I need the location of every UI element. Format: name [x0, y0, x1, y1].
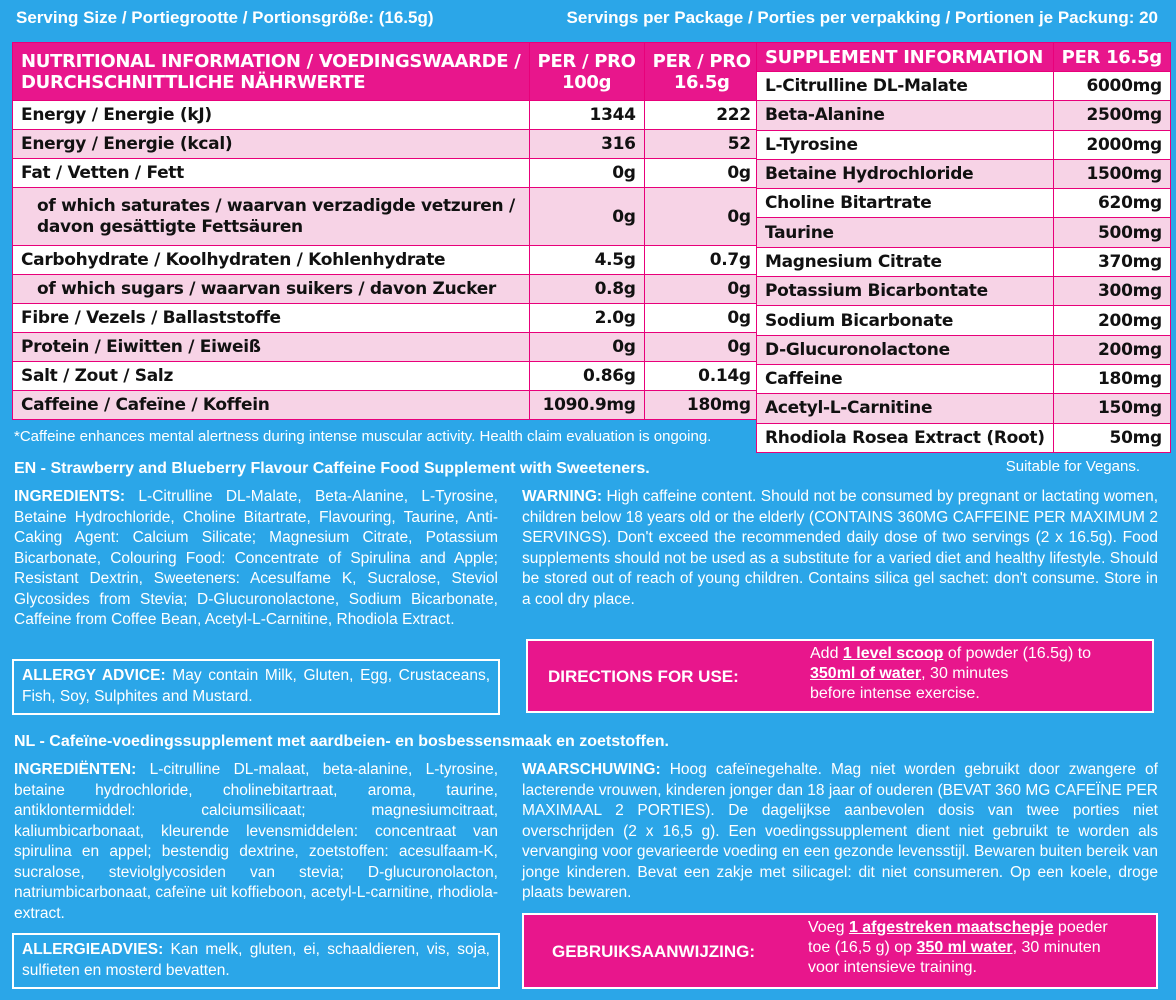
value-per-100g: 0g [529, 159, 644, 188]
supplement-name: Potassium Bicarbontate [757, 277, 1054, 306]
caffeine-footnote: *Caffeine enhances mental alertness during intense muscular activity. Health claim evaluation is ongoing. [14, 428, 712, 445]
nutrient-label [13, 304, 530, 333]
supplement-name: L-Citrulline DL-Malate [757, 72, 1054, 101]
en-dir-1: Add [810, 645, 843, 662]
en-ingredients [14, 487, 498, 631]
servings-per-package: Servings per Package / Porties per verpakking / Portionen je Packung: 20 [566, 8, 1158, 27]
nutrition-header-line1: NUTRITIONAL INFORMATION / VOEDINGSWAARDE / [21, 50, 521, 72]
nutrition-header-label [13, 43, 530, 101]
nutrition-row [13, 130, 760, 159]
en-warning-label: WARNING: [522, 488, 603, 505]
value-per-serving: 0g [644, 275, 759, 304]
supplement-value: 180mg [1053, 364, 1170, 393]
nl-directions-label: GEBRUIKSAANWIJZING: [552, 942, 756, 961]
value-per-100g: 0.8g [529, 275, 644, 304]
nutrition-header-perserving [644, 43, 759, 101]
nutrition-row [13, 159, 760, 188]
supplement-table [756, 42, 1171, 453]
en-warning-text: High caffeine content. Should not be consumed by pregnant or lactating women, children below 18 years old or the elderly (CONTAINS 360MG CAFFEINE PER MAXIMUM 2 SERVINGS). Don't exceed the recommended daily dose of two servings (2 x 16.5g). Food supplements should not be used as a substitute for a varied diet and healthy lifestyle. Should be stored out of reach of young children. Contains silica gel sachet: don't consume. Store in a cool dry place. [522, 488, 1158, 608]
nl-ingredients-label: INGREDIËNTEN: [14, 761, 137, 778]
nutrition-row [13, 101, 760, 130]
value-per-100g: 1344 [529, 101, 644, 130]
nutrient-label [13, 159, 530, 188]
nutrient-label-line: Energy / Energie (kJ) [21, 104, 212, 125]
supplement-row [757, 101, 1171, 130]
supplement-name: Sodium Bicarbonate [757, 306, 1054, 335]
supplement-value: 620mg [1053, 189, 1170, 218]
value-per-serving: 0g [644, 159, 759, 188]
supplement-row [757, 247, 1171, 276]
supplement-value: 370mg [1053, 247, 1170, 276]
per100-line1: PER / PRO [537, 50, 636, 72]
nutrient-label-line: Energy / Energie (kcal) [21, 133, 233, 154]
supplement-value: 500mg [1053, 218, 1170, 247]
nutrient-label-line: of which saturates / waarvan verzadigde vetzuren / [37, 195, 515, 216]
nutrient-label-line: Protein / Eiwitten / Eiweiß [21, 336, 261, 357]
nutrient-label-line: Caffeine / Cafeïne / Koffein [21, 394, 270, 415]
nutrient-label-line: Fibre / Vezels / Ballaststoffe [21, 307, 281, 328]
value-per-serving: 222 [644, 101, 759, 130]
en-dir-scoop: 1 level scoop [842, 645, 944, 662]
value-per-100g: 0.86g [529, 362, 644, 391]
supplement-value: 2000mg [1053, 130, 1170, 159]
en-ingredients-label: INGREDIENTS: [14, 488, 126, 505]
nutrient-label-line: Salt / Zout / Salz [21, 365, 174, 386]
supplement-value: 6000mg [1053, 72, 1170, 101]
nl-dir-scoop: 1 afgestreken maatschepje [848, 919, 1054, 936]
supplement-value: 200mg [1053, 335, 1170, 364]
en-directions-label: DIRECTIONS FOR USE: [548, 667, 739, 686]
nutrient-label-line: Fat / Vetten / Fett [21, 162, 184, 183]
en-dir-3: , 30 minutes [921, 665, 1009, 682]
nl-allergy-label: ALLERGIEADVIES: [22, 941, 164, 958]
en-title: EN - Strawberry and Blueberry Flavour Caffeine Food Supplement with Sweeteners. [14, 460, 650, 477]
nl-directions-text [808, 918, 1108, 978]
supplement-value: 1500mg [1053, 159, 1170, 188]
value-per-100g: 316 [529, 130, 644, 159]
en-directions-text [810, 644, 1091, 704]
nl-dir-3: , 30 minuten [1012, 939, 1101, 956]
nutrition-row [13, 304, 760, 333]
en-dir-2: of powder (16.5g) to [943, 645, 1092, 662]
value-per-serving: 0.14g [644, 362, 759, 391]
nl-warning [522, 760, 1158, 904]
supplement-value: 150mg [1053, 394, 1170, 423]
nutrient-label [13, 275, 530, 304]
supplement-row [757, 159, 1171, 188]
value-per-100g: 1090.9mg [529, 391, 644, 420]
nl-dir-3a: toe (16,5 g) op [808, 939, 917, 956]
supplement-row [757, 277, 1171, 306]
serving-size: Serving Size / Portiegrootte / Portionsgröße: (16.5g) [16, 8, 434, 27]
nutrient-label [13, 130, 530, 159]
supplement-value: 2500mg [1053, 101, 1170, 130]
supplement-name: Rhodiola Rosea Extract (Root) [757, 423, 1054, 452]
nl-allergy-text: Kan melk, gluten, ei, schaaldieren, vis, soja, sulfieten en mosterd bevatten. [22, 941, 490, 979]
nl-allergy-box [12, 933, 500, 989]
nutrient-label [13, 188, 530, 246]
en-warning [522, 487, 1158, 610]
nl-directions-box [522, 913, 1158, 989]
supplement-name: Acetyl-L-Carnitine [757, 394, 1054, 423]
nutrient-label [13, 333, 530, 362]
supplement-row [757, 423, 1171, 452]
nutrition-table [12, 42, 760, 420]
nl-warning-text: Hoog cafeïnegehalte. Mag niet worden gebruikt door zwangere of lacterende vrouwen, kinderen jonger dan 18 jaar of ouderen (BEVAT 360 MG CAFEÏNE PER MAXIMAAL 2 PORTIES). De dagelijkse aanbevolen dosis van twee porties niet overschrijden (2 x 16,5 g). Een voedingssupplement dient niet gebruikt te worden als vervanging voor gevarieerde voeding en een gezonde levensstijl. Bewaren buiten bereik van jonge kinderen. Bevat een zakje met silicagel: dit niet consumeren. Op een koele, droge plaats bewaren. [522, 761, 1158, 901]
supplement-value: 200mg [1053, 306, 1170, 335]
supplement-name: Magnesium Citrate [757, 247, 1054, 276]
nutrient-label [13, 362, 530, 391]
nl-title: NL - Cafeïne-voedingssupplement met aardbeien- en bosbessensmaak en zoetstoffen. [14, 733, 669, 750]
value-per-serving: 180mg [644, 391, 759, 420]
supplement-row [757, 218, 1171, 247]
perserving-line2: 16.5g [673, 71, 730, 93]
supplement-row [757, 394, 1171, 423]
en-allergy-label: ALLERGY ADVICE: [22, 667, 166, 684]
supplement-name: Caffeine [757, 364, 1054, 393]
nutrition-row [13, 246, 760, 275]
supplement-row [757, 335, 1171, 364]
supplement-row [757, 189, 1171, 218]
supplement-name: Taurine [757, 218, 1054, 247]
nutrition-row [13, 188, 760, 246]
perserving-line1: PER / PRO [652, 50, 751, 72]
nl-dir-1: Voeg [808, 919, 849, 936]
supplement-name: Betaine Hydrochloride [757, 159, 1054, 188]
supplement-name: Beta-Alanine [757, 101, 1054, 130]
nutrient-label-line: of which sugars / waarvan suikers / davon Zucker [37, 278, 497, 299]
nl-warning-label: WAARSCHUWING: [522, 761, 661, 778]
value-per-100g: 4.5g [529, 246, 644, 275]
en-dir-4: before intense exercise. [810, 685, 980, 702]
value-per-serving: 0.7g [644, 246, 759, 275]
en-directions-box [526, 639, 1154, 713]
supplement-value: 300mg [1053, 277, 1170, 306]
nl-dir-water: 350 ml water [916, 939, 1013, 956]
per100-line2: 100g [561, 71, 612, 93]
supplement-header-label: SUPPLEMENT INFORMATION [757, 43, 1054, 72]
supplement-row [757, 306, 1171, 335]
en-allergy-text: May contain Milk, Gluten, Egg, Crustaceans, Fish, Soy, Sulphites and Mustard. [22, 667, 490, 705]
nutrition-row [13, 362, 760, 391]
nl-ingredients [14, 760, 498, 924]
en-ingredients-text: L-Citrulline DL-Malate, Beta-Alanine, L-Tyrosine, Betaine Hydrochloride, Choline Bitartrate, Flavouring, Taurine, Anti-Caking Agent: Calcium Silicate; Magnesium Citrate, Potassium Bicarbonate, Colouring Food: Concentrate of Spirulina and Apple; Resistant Dextrin, Sweeteners: Acesulfame K, Sucralose, Steviol Glycosides from Stevia; D-Glucuronolactone, Sodium Bicarbonate, Caffeine from Coffee Bean, Acetyl-L-Carnitine, Rhodiola Extract. [14, 488, 498, 628]
nl-dir-4: voor intensieve training. [808, 959, 977, 976]
nutrient-label-line2: davon gesättigte Fettsäuren [37, 216, 303, 237]
value-per-100g: 2.0g [529, 304, 644, 333]
supplement-row [757, 72, 1171, 101]
supplement-value: 50mg [1053, 423, 1170, 452]
nl-dir-2: poeder [1053, 919, 1108, 936]
vegan-note: Suitable for Vegans. [1005, 458, 1140, 475]
nutrient-label [13, 391, 530, 420]
supplement-row [757, 364, 1171, 393]
value-per-serving: 0g [644, 333, 759, 362]
en-dir-water: 350ml of water [810, 665, 922, 682]
nutrient-label [13, 246, 530, 275]
nutrition-header-per100 [529, 43, 644, 101]
value-per-100g: 0g [529, 333, 644, 362]
nutrition-row [13, 391, 760, 420]
nl-ingredients-text: L-citrulline DL-malaat, beta-alanine, L-tyrosine, betaine hydrochloride, cholinebitartraat, aroma, taurine, antiklontermiddel: calciumsilicaat; magnesiumcitraat, kaliumbicarbonaat, kleurende levensmiddelen: concentraat van spirulina en appel; bestendig dextrine, zoetstoffen: acesulfaam-K, sucralose, steviolglycosiden van stevia; D-glucuronolacton, natriumbicarbonaat, cafeïne uit koffieboon, acetyl-L-carnitine, rhodiola-extract. [14, 761, 498, 922]
nutrient-label [13, 101, 530, 130]
supplement-name: D-Glucuronolactone [757, 335, 1054, 364]
supplement-row [757, 130, 1171, 159]
value-per-100g: 0g [529, 188, 644, 246]
supplement-name: L-Tyrosine [757, 130, 1054, 159]
nutrient-label-line: Carbohydrate / Koolhydraten / Kohlenhydrate [21, 249, 446, 270]
nutrition-row [13, 333, 760, 362]
value-per-serving: 52 [644, 130, 759, 159]
value-per-serving: 0g [644, 188, 759, 246]
nutrition-header-line2: DURCHSCHNITTLICHE NÄHRWERTE [21, 71, 366, 93]
value-per-serving: 0g [644, 304, 759, 333]
supplement-header-value: PER 16.5g [1053, 43, 1170, 72]
supplement-name: Choline Bitartrate [757, 189, 1054, 218]
nutrition-row [13, 275, 760, 304]
en-allergy-box [12, 659, 500, 715]
